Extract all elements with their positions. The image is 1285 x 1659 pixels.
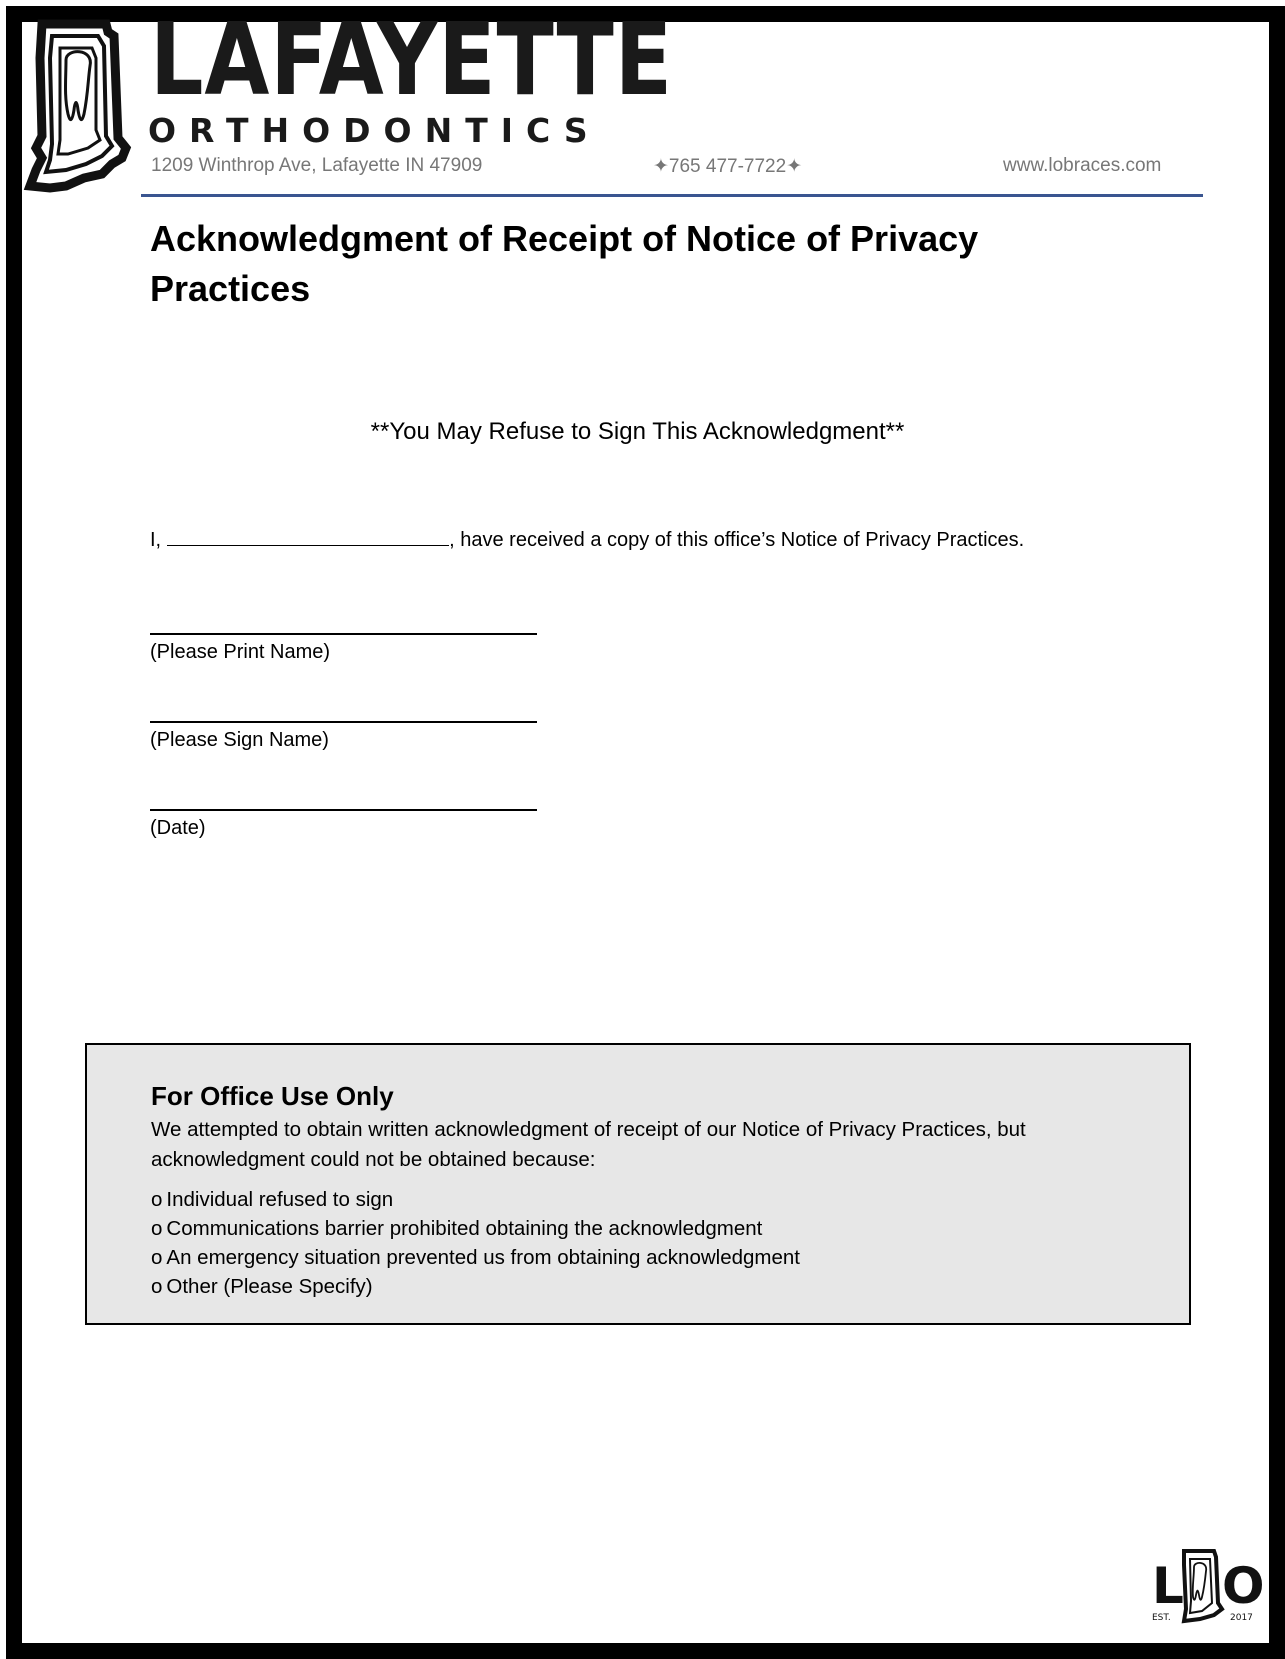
option-marker: o xyxy=(151,1275,163,1298)
name-blank-field[interactable] xyxy=(167,523,449,546)
option-emergency[interactable]: o An emergency situation prevented us from obtaining acknowledgment xyxy=(151,1246,800,1269)
svg-text:O: O xyxy=(1222,1557,1265,1615)
option-communications-barrier[interactable]: o Communications barrier prohibited obtaining the acknowledgment xyxy=(151,1217,763,1240)
office-use-title: For Office Use Only xyxy=(151,1081,394,1111)
acknowledgment-statement xyxy=(150,523,1024,552)
office-website: www.lobraces.com xyxy=(1003,155,1162,176)
svg-text:L: L xyxy=(1152,1557,1184,1615)
ack-suffix: , have received a copy of this office’s Notice of Privacy Practices. xyxy=(449,529,1025,551)
ack-prefix: I, xyxy=(150,529,162,551)
brand-subtitle: ORTHODONTICS xyxy=(148,111,601,150)
print-name-label: (Please Print Name) xyxy=(150,641,331,663)
svg-text:EST.: EST. xyxy=(1152,1613,1171,1623)
sign-name-label: (Please Sign Name) xyxy=(150,729,329,751)
document-title: Acknowledgment of Receipt of Notice of Privacy Practices xyxy=(150,218,979,309)
indiana-tooth-logo xyxy=(22,18,140,190)
office-phone: ✦765 477-7722✦ xyxy=(653,156,803,177)
brand-name: LAFAYETTE xyxy=(150,1,673,118)
office-use-options xyxy=(151,1185,800,1301)
office-use-text: We attempted to obtain written acknowledgment of receipt of our Notice of Privacy Practices, but acknowledgment could not be obtained because: xyxy=(151,1118,1026,1171)
sign-name-line[interactable] xyxy=(150,721,537,723)
office-use-box xyxy=(85,1043,1191,1325)
option-marker: o xyxy=(151,1246,163,1269)
date-line[interactable] xyxy=(150,809,537,811)
svg-text:2017: 2017 xyxy=(1230,1613,1253,1623)
footer-logo xyxy=(1150,1545,1265,1625)
office-address: 1209 Winthrop Ave, Lafayette IN 47909 xyxy=(151,155,483,176)
print-name-line[interactable] xyxy=(150,633,537,635)
option-marker: o xyxy=(151,1188,163,1211)
option-refused[interactable]: o Individual refused to sign xyxy=(151,1188,394,1211)
header-divider xyxy=(141,194,1203,197)
date-label: (Date) xyxy=(150,817,206,839)
refusal-notice: **You May Refuse to Sign This Acknowledgment** xyxy=(370,418,905,445)
option-marker: o xyxy=(151,1217,163,1240)
option-other[interactable]: o Other (Please Specify) xyxy=(151,1275,373,1298)
